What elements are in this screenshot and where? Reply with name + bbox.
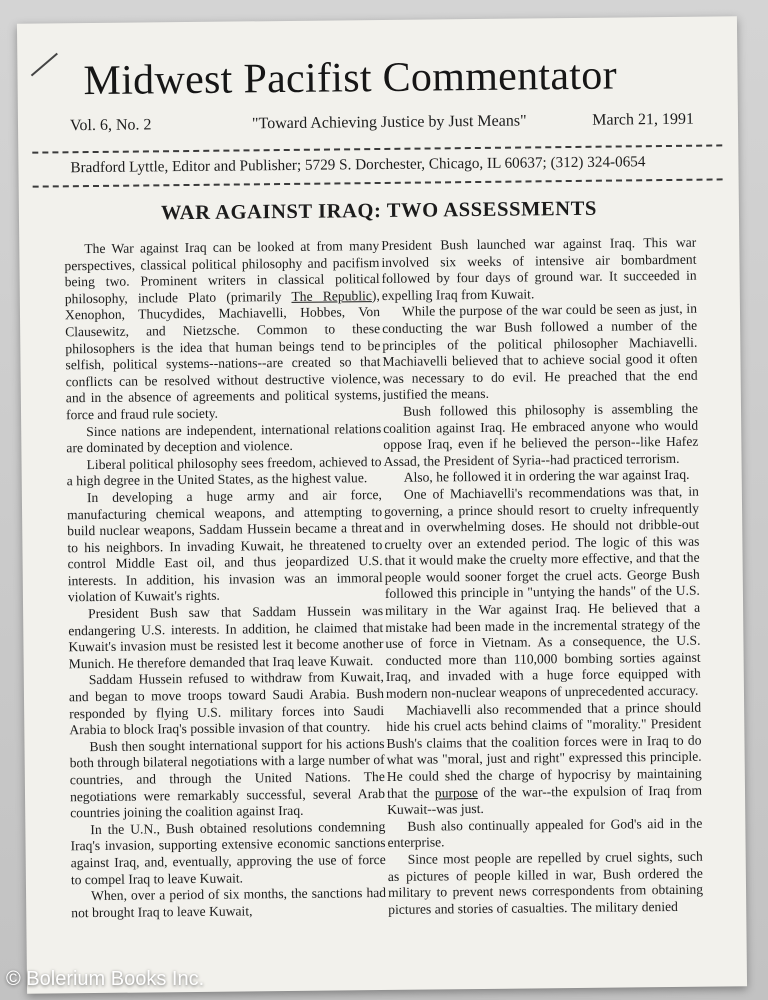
book-title: The Republic — [291, 287, 372, 304]
paragraph: In developing a huge army and air force, manufacturing chemical weapons, and attempting to build nuclear weapons, Saddam Hussein became a threat to his neighbors. In invading Kuwait, he threatened to control Middle East oil, and thus jeopardized U.S. interests. In addition, his invasion was an immoral violation of Kuwait's rights. — [67, 486, 383, 605]
issue-date: March 21, 1991 — [592, 110, 695, 129]
paragraph: The War against Iraq can be looked at from many perspectives, classical political philosophy and pacifism being two. Prominent writers in classical political philosophy, include Plato (primarily The Republic), Xenophon, Thucydides, Machiavelli, Hobbes, Von Clausewitz, and Nietzsche. Common to these philosophers is the idea that human beings tend to be selfish, political systems--nations--are created so that conflicts can be resolved without destructive violence, and in the absence of agreements and political systems, force and fraud rule society. — [64, 238, 381, 423]
article-column-left — [64, 238, 387, 981]
newsletter-motto: "Toward Achieving Justice by Just Means" — [251, 112, 527, 133]
paragraph: President Bush launched war against Iraq. This war involved six weeks of intensive air bombardment followed by four days of ground war. It succeeded in expelling Iraq from Kuwait. — [381, 234, 697, 303]
paragraph: Liberal political philosophy sees freedom, achieved to a high degree in the United States, as the highest value. — [66, 453, 382, 489]
paragraph: While the purpose of the war could be seen as just, in conducting the war Bush followed a number of the principles of the political philosopher Machiavelli. Machiavelli believed that to achieve social good it often was necessary to do evil. He preached that the end justified the means. — [382, 301, 698, 403]
article-headline: WAR AGAINST IRAQ: TWO ASSESSMENTS — [160, 197, 598, 225]
issue-info-row — [70, 111, 694, 140]
copyright-watermark: © Bolerium Books Inc. — [6, 968, 205, 990]
dashed-divider-top — [32, 144, 722, 153]
paragraph: In the U.N., Bush obtained resolutions condemning Iraq's invasion, supporting extensive economic sanctions against Iraq, and, eventually, approving the use of force to compel Iraq to leave Kuwait. — [70, 818, 386, 887]
paragraph: When, over a period of six months, the sanctions had not brought Iraq to leave Kuwait, — [71, 885, 387, 921]
paragraph: Since nations are independent, international relations are dominated by deception and violence. — [66, 420, 382, 456]
newsletter-title: Midwest Pacifist Commentator — [83, 52, 618, 105]
paragraph: Bush also continually appealed for God's aid in the enterprise. — [387, 815, 703, 851]
paragraph: Bush then sought international support for his actions both through bilateral negotiations with a large number of countries, and through the United Nations. The negotiations were remarkably successful, several Arab countries joining the coalition against Iraq. — [69, 735, 386, 821]
paragraph: Also, he followed it in ordering the war against Iraq. — [403, 467, 690, 486]
article-column-right — [381, 235, 704, 978]
paragraph: President Bush saw that Saddam Hussein was endangering U.S. interests. In addition, he claimed that Kuwait's invasion must be resisted lest it become another Munich. He therefore demanded that Iraq leave Kuwait. — [68, 603, 384, 672]
newsletter-page — [17, 16, 747, 993]
pen-mark — [31, 53, 58, 77]
paragraph: One of Machiavelli's recommendations was that, in governing, a prince should resort to cruelty infrequently and in overwhelming doses. He should not dribble-out cruelty over an extended period. The logic of this was that it would make the cruelty more effective, and that the people would sooner forget the cruel acts. George Bush followed this principle in "untying the hands" of the U.S. military in the War against Iraq. He believed that a mistake had been made in the incremental strategy of the use of force in Vietnam. As a consequence, the U.S. conducted more than 110,000 bombing sorties against Iraq, and invaded with a huge force equipped with modern non-nuclear weapons of unprecedented accuracy. — [383, 483, 701, 701]
paragraph: Since most people are repelled by cruel sights, such as pictures of people killed in war, Bush ordered the military to prevent news correspondents from obtaining pictures and stories of casualties. The military denied — [387, 848, 704, 917]
paragraph: Machiavelli also recommended that a prince should hide his cruel acts behind claims of "morality." President Bush's claims that the coalition forces were in Iraq to do what was "moral, just and right" expressed this principle. He could shed the charge of hypocrisy by maintaining that the purpose of the war--the expulsion of Iraq from Kuwait--was just. — [386, 699, 703, 818]
emphasized-word: purpose — [434, 784, 478, 801]
paragraph: Saddam Hussein refused to withdraw from Kuwait, and began to move troops toward Saudi Arabia. Bush responded by flying U.S. military forces into Saudi Arabia to block Iraq's possible invasion of that country. — [68, 669, 385, 738]
issue-volume: Vol. 6, No. 2 — [69, 116, 152, 135]
editor-info: Bradford Lyttle, Editor and Publisher; 5729 S. Dorchester, Chicago, IL 60637; (312) 324-0654 — [70, 153, 646, 177]
paragraph: Bush followed this philosophy is assembling the coalition against Iraq. He embraced anyone who would oppose Iraq, even if he believed the person--like Hafez Assad, the President of Syria--had practiced terrorism. — [383, 400, 699, 469]
dashed-divider-bottom — [33, 178, 723, 187]
